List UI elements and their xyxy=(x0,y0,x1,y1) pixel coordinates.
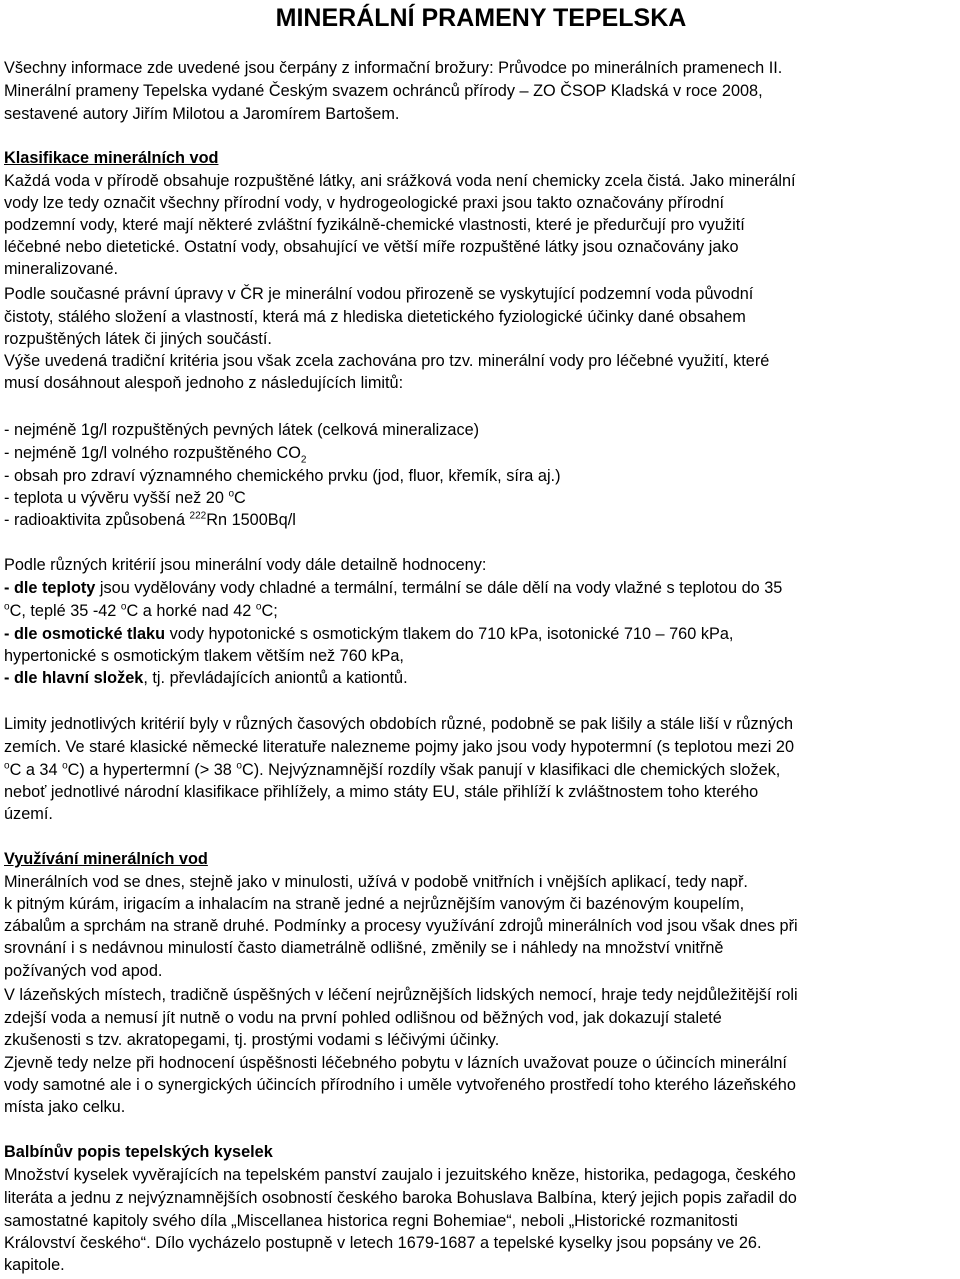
limit-text: - nejméně 1g/l volného rozpuštěného CO xyxy=(4,444,301,462)
paragraph-line: zdejší voda a nemusí jít nutně o vodu na první pohled odlišnou od běžných vod, jak dokazují staleté xyxy=(4,1009,722,1027)
paragraph-line: Zjevně tedy nelze při hodnocení úspěšnosti léčebného pobytu v lázních uvažovat pouze o účincích minerální xyxy=(4,1054,787,1072)
limit-item xyxy=(4,509,296,531)
paragraph-line: Výše uvedená tradiční kritéria jsou však zcela zachována pro tzv. minerální vody pro léčebné využití, které xyxy=(4,352,770,370)
superscript: o xyxy=(4,760,10,772)
paragraph-line: neboť jednotlivé národní klasifikace přihlížely, a mimo státy EU, stále přihlíží k zvláštnostem toho kterého xyxy=(4,783,759,801)
paragraph-line: musí dosáhnout alespoň jednoho z následujících limitů: xyxy=(4,374,404,392)
limit-item: - nejméně 1g/l rozpuštěných pevných látek (celková mineralizace) xyxy=(4,421,480,439)
paragraph-line: požívaných vod apod. xyxy=(4,962,163,980)
paragraph-line: mineralizované. xyxy=(4,260,119,278)
paragraph-text: C). Nejvýznamnější rozdíly však panují v klasifikaci dle chemických složek, xyxy=(241,761,781,779)
paragraph-line: Království českého“. Dílo vycházelo postupně v letech 1679-1687 a tepelské kyselky jsou popsány ve 26. xyxy=(4,1234,762,1252)
limit-text: Rn 1500Bq/l xyxy=(206,511,296,529)
paragraph-line: Minerálních vod se dnes, stejně jako v minulosti, užívá v podobě vnitřních i vnějších aplikací, tedy např. xyxy=(4,873,748,891)
criteria-text: C a horké nad 42 xyxy=(126,602,256,620)
intro-line: Minerální prameny Tepelska vydané Českým svazem ochránců přírody – ZO ČSOP Kladská v roce 2008, xyxy=(4,82,763,100)
section-heading-usage: Využívání minerálních vod xyxy=(4,850,208,868)
criteria-item xyxy=(4,577,782,599)
criteria-text: jsou vydělovány vody chladné a termální, termální se dále dělí na vody vlažné s teplotou do 35 xyxy=(95,579,783,597)
criteria-item xyxy=(4,623,733,645)
section-heading-balbin: Balbínův popis tepelských kyselek xyxy=(4,1143,273,1161)
paragraph-line: území. xyxy=(4,805,53,823)
criteria-text: C; xyxy=(261,602,278,620)
paragraph-line: Podle různých kritérií jsou minerální vody dále detailně hodnoceny: xyxy=(4,556,487,574)
paragraph-line: srovnání i s nedávnou minulostí často diametrálně odlišné, změnily se i náhledy na množství vnitřně xyxy=(4,939,724,957)
limit-text: - teplota u vývěru vyšší než 20 xyxy=(4,489,229,507)
limit-item: - obsah pro zdraví významného chemického prvku (jod, fluor, křemík, síra aj.) xyxy=(4,467,561,485)
paragraph-line: kapitole. xyxy=(4,1256,65,1274)
superscript: 222 xyxy=(189,510,207,522)
paragraph-line: vody samotné ale i o synergických účincích přírodního i uměle vytvořeného prostředí toho kterého lázeňského xyxy=(4,1076,796,1094)
paragraph-text: C) a hypertermní (> 38 xyxy=(67,761,237,779)
paragraph-line: léčebné nebo dietetické. Ostatní vody, obsahující ve větší míře rozpuštěné látky jsou označovány jako xyxy=(4,238,739,256)
paragraph-line: samostatné kapitoly svého díla „Miscellanea historica regni Bohemiae“, neboli „Historické rozmanitosti xyxy=(4,1212,738,1230)
limit-text: C xyxy=(234,489,246,507)
paragraph-line: čistoty, stálého složení a vlastností, která má z hlediska dietetického fyziologické účinky dané obsahem xyxy=(4,308,746,326)
paragraph-line: V lázeňských místech, tradičně úspěšných v léčení nejrůznějších lidských nemocí, hraje tedy nejdůležitější roli xyxy=(4,986,798,1004)
page-title: MINERÁLNÍ PRAMENY TEPELSKA xyxy=(275,4,687,32)
paragraph-text: C a 34 xyxy=(9,761,63,779)
criteria-text: , tj. převládajících aniontů a kationtů. xyxy=(143,669,408,687)
paragraph-line: Množství kyselek vyvěrajících na tepelském panství zaujalo i jezuitského kněze, historika, pedagoga, českého xyxy=(4,1166,796,1184)
criteria-text: C, teplé 35 -42 xyxy=(9,602,121,620)
criteria-label: - dle hlavní složek xyxy=(4,669,144,687)
paragraph-line: zemích. Ve staré klasické německé literatuře nalezneme pojmy jako jsou vody hypotermní (s teplotou mezi 20 xyxy=(4,738,795,756)
superscript: o xyxy=(120,601,127,613)
subscript: 2 xyxy=(300,454,307,466)
intro-line: Všechny informace zde uvedené jsou čerpány z informační brožury: Průvodce po minerálních pramenech II. xyxy=(4,59,783,77)
paragraph-line: Každá voda v přírodě obsahuje rozpuštěné látky, ani srážková voda není chemicky zcela čistá. Jako minerální xyxy=(4,172,796,190)
superscript: o xyxy=(255,601,262,613)
criteria-item xyxy=(4,667,408,689)
superscript: o xyxy=(236,760,242,772)
paragraph-line: podzemní vody, které mají některé zvláštní fyzikálně-chemické vlastnosti, které je předurčují pro využití xyxy=(4,216,745,234)
superscript: o xyxy=(228,488,234,500)
paragraph-line: Podle současné právní úpravy v ČR je minerální vodou přirozeně se vyskytující podzemní voda původní xyxy=(4,285,754,303)
criteria-text: vody hypotonické s osmotickým tlakem do 710 kPa, isotonické 710 – 760 kPa, xyxy=(165,625,734,643)
criteria-label: - dle osmotické tlaku xyxy=(4,625,166,643)
paragraph-line: rozpuštěných látek či jiných součástí. xyxy=(4,330,272,348)
limit-item xyxy=(4,487,246,509)
paragraph-line: literáta a jednu z nejvýznamnějších osobností českého baroka Bohuslava Balbína, který jejich popis zařadil do xyxy=(4,1189,797,1207)
paragraph-line: k pitným kúrám, irigacím a inhalacím na straně jedné a nejrůznějším vanovým či bazénovým koupelím, xyxy=(4,895,745,913)
paragraph-line: zkušenosti s tzv. akratopegami, tj. prostými vodami s léčivými účinky. xyxy=(4,1031,500,1049)
limit-text: - radioaktivita způsobená xyxy=(4,511,190,529)
paragraph-line: Limity jednotlivých kritérií byly v různých časových obdobích různé, podobně se pak lišily a stále liší v různých xyxy=(4,715,794,733)
criteria-label: - dle teploty xyxy=(4,579,96,597)
paragraph-line: vody lze tedy označit všechny přírodní vody, v hydrogeologické praxi jsou takto označovány přírodní xyxy=(4,194,725,212)
criteria-item xyxy=(4,600,278,622)
section-heading-classification: Klasifikace minerálních vod xyxy=(4,149,219,167)
paragraph-line: místa jako celku. xyxy=(4,1098,126,1116)
criteria-item: hypertonické s osmotickým tlakem větším než 760 kPa, xyxy=(4,647,404,665)
superscript: o xyxy=(4,601,10,613)
intro-line: sestavené autory Jiřím Milotou a Jaromírem Bartošem. xyxy=(4,105,400,123)
limit-item xyxy=(4,442,306,464)
superscript: o xyxy=(62,760,68,772)
paragraph-line xyxy=(4,759,780,781)
paragraph-line: zábalům a sprchám na straně druhé. Podmínky a procesy využívání zdrojů minerálních vod jsou však dnes při xyxy=(4,917,798,935)
